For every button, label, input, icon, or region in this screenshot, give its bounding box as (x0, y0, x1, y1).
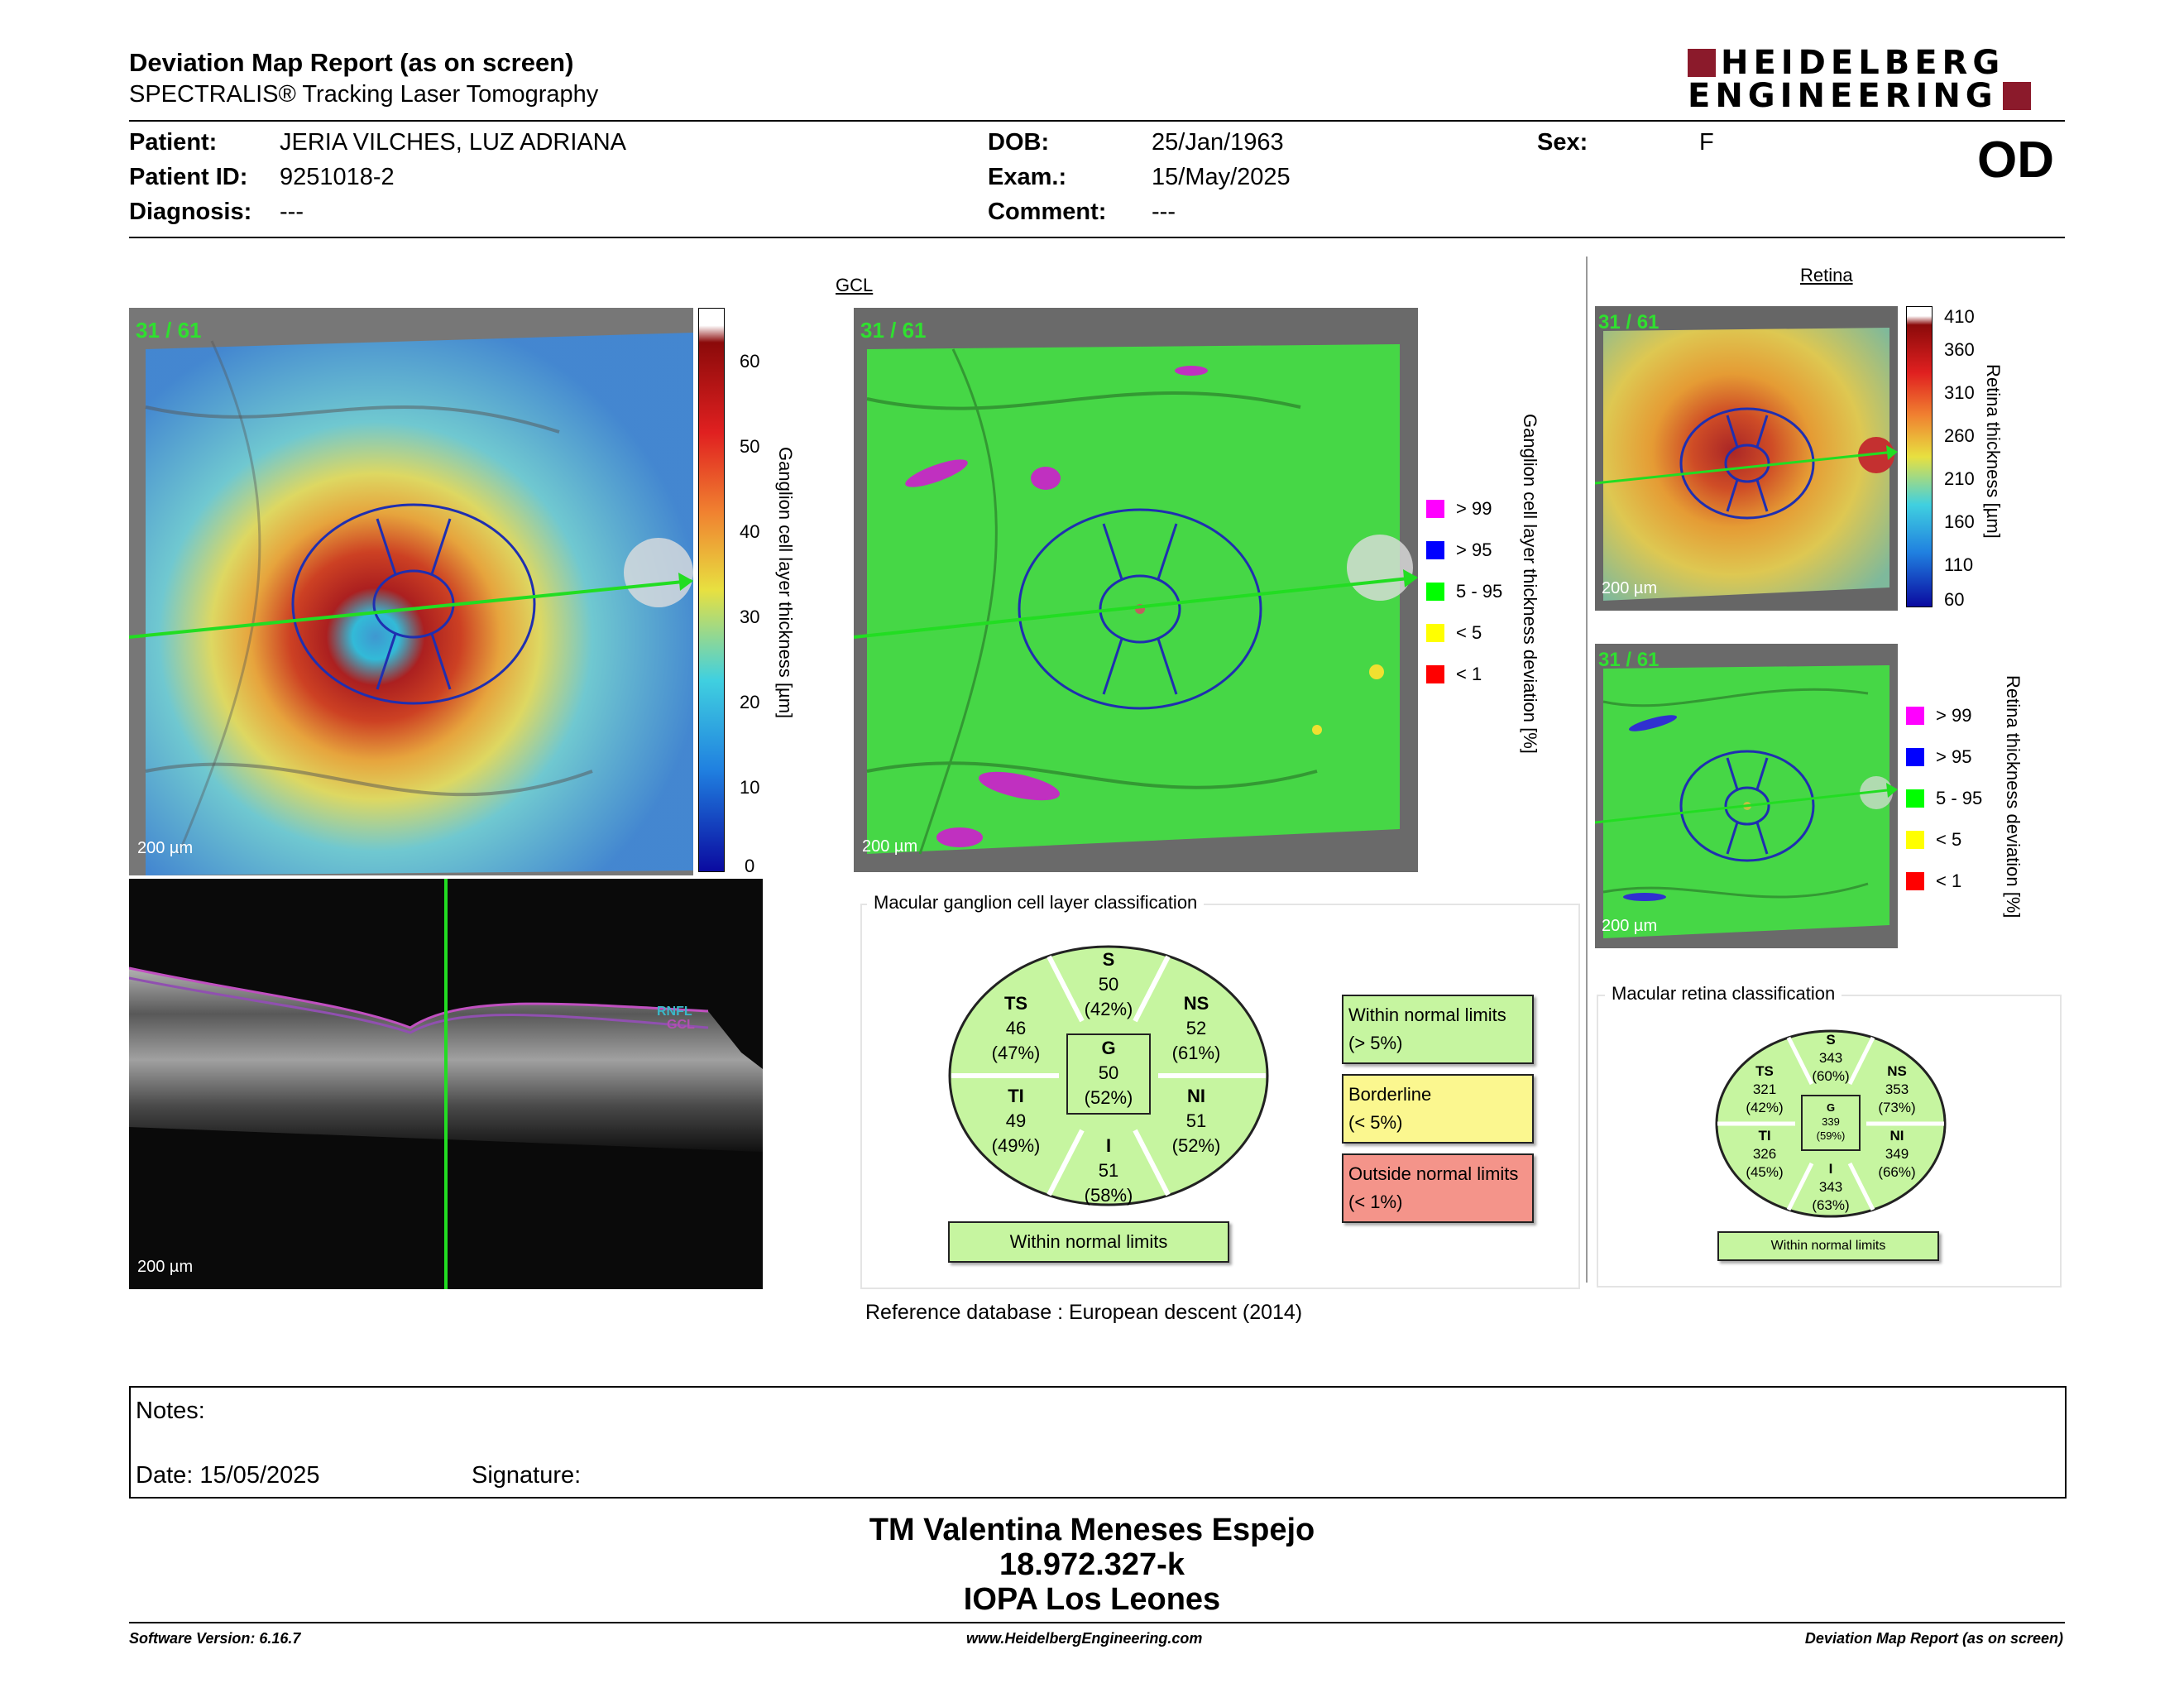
retina-caption: Retina (1800, 265, 1853, 285)
gcl-overall-status: Within normal limits (948, 1221, 1229, 1263)
legend-item: 5 - 95 (1906, 778, 1982, 819)
tick-label: 410 (1944, 306, 1975, 327)
legend-item: > 95 (1426, 530, 1502, 571)
tick-label: 30 (740, 607, 760, 627)
diagnosis-value: --- (280, 199, 304, 225)
tick-label: 60 (1944, 589, 1965, 610)
retina-deviation-legend (1906, 695, 1982, 902)
divider (129, 237, 2065, 238)
exam-label: Exam.: (988, 164, 1067, 190)
scale-bar: 200 µm (137, 1258, 194, 1276)
retina-deviation-axis-label: Retina thickness deviation [%] (2003, 675, 2024, 918)
retina-deviation-map[interactable] (1595, 644, 1898, 948)
report-subtitle: SPECTRALIS® Tracking Laser Tomography (129, 81, 599, 108)
frame-counter: 31 / 61 (136, 318, 202, 343)
reference-database: Reference database : European descent (2014) (865, 1301, 1303, 1324)
gcl-colorbar (698, 308, 725, 872)
legend-swatch (1426, 583, 1444, 601)
tick-label: 20 (740, 692, 760, 712)
gcl-deviation-map[interactable] (854, 308, 1418, 872)
frame-counter: 31 / 61 (1598, 649, 1660, 671)
gcl-sector-g: G 50 (52%) (1084, 1038, 1133, 1108)
oct-bscan[interactable] (129, 879, 763, 1289)
footer-report-title: Deviation Map Report (as on screen) (1804, 1630, 2063, 1647)
dob-label: DOB: (988, 129, 1050, 156)
legend-swatch (1426, 624, 1444, 642)
gcl-deviation-legend (1426, 488, 1502, 695)
eye-indicator: OD (1977, 132, 2054, 189)
tick-label: 160 (1944, 511, 1975, 532)
gcl-thickness-map[interactable] (129, 308, 693, 875)
company-logo: HEIDELBERG ENGINEERING (1688, 46, 2065, 113)
retina-sector-ts: TS 321 (42%) (1746, 1063, 1784, 1115)
gcl-layer-label: GCL (667, 1018, 695, 1032)
scale-bar: 200 µm (137, 839, 194, 857)
legend-item: > 99 (1426, 488, 1502, 530)
retina-classification-title: Macular retina classification (1605, 983, 1842, 1005)
tick-label: 310 (1944, 382, 1975, 403)
divider (129, 1622, 2065, 1623)
tick-label: 110 (1944, 554, 1974, 575)
legend-outside-normal: Outside normal limits (< 1%) (1342, 1153, 1534, 1223)
sex-value: F (1699, 129, 1714, 156)
legend-item: > 95 (1906, 736, 1982, 778)
notes-box[interactable] (129, 1386, 2067, 1499)
scale-bar: 200 µm (862, 837, 918, 856)
tick-label: 50 (740, 436, 760, 457)
retina-sector-g: G 339 (59%) (1816, 1101, 1846, 1142)
legend-swatch (1906, 748, 1924, 766)
scale-bar: 200 µm (1602, 579, 1658, 597)
legend-swatch (1906, 872, 1924, 890)
patient-id-label: Patient ID: (129, 164, 248, 190)
dob-value: 25/Jan/1963 (1152, 129, 1284, 156)
gcl-sector-ni: NI 51 (52%) (1171, 1086, 1221, 1156)
retina-thickness-map[interactable] (1595, 306, 1898, 611)
gcl-sector-s: S 50 (42%) (1084, 949, 1133, 1019)
rnfl-label: RNFL (657, 1005, 692, 1019)
retina-sector-ti: TI 326 (45%) (1746, 1128, 1784, 1180)
company-website[interactable]: www.HeidelbergEngineering.com (966, 1630, 1203, 1647)
legend-swatch (1426, 665, 1444, 683)
retina-sector-i: I 343 (63%) (1812, 1161, 1850, 1213)
patient-id: 9251018-2 (280, 164, 395, 190)
legend-within-normal: Within normal limits (> 5%) (1342, 995, 1534, 1064)
signature-label: Signature: (472, 1462, 582, 1489)
diagnosis-label: Diagnosis: (129, 199, 252, 225)
divider (129, 120, 2065, 122)
legend-item: < 1 (1426, 654, 1502, 695)
legend-item: > 99 (1906, 695, 1982, 736)
legend-item: < 5 (1906, 819, 1982, 861)
retina-sector-s: S 343 (60%) (1812, 1032, 1850, 1084)
comment-label: Comment: (988, 199, 1107, 225)
signer-institution: IOPA Los Leones (963, 1582, 1221, 1617)
tick-label: 360 (1944, 339, 1975, 360)
legend-item: < 1 (1906, 861, 1982, 902)
legend-item: 5 - 95 (1426, 571, 1502, 612)
gcl-axis-label: Ganglion cell layer thickness [µm] (775, 447, 796, 719)
signer-name: TM Valentina Meneses Espejo (869, 1513, 1315, 1547)
legend-swatch (1426, 541, 1444, 559)
tick-label: 40 (740, 521, 760, 542)
retina-overall-status: Within normal limits (1717, 1231, 1939, 1261)
retina-sector-ns: NS 353 (73%) (1878, 1063, 1916, 1115)
frame-counter: 31 / 61 (1598, 311, 1660, 333)
tick-label: 10 (740, 777, 760, 798)
frame-counter: 31 / 61 (860, 318, 927, 343)
gcl-sector-ts: TS 46 (47%) (991, 993, 1041, 1063)
gcl-classification-title: Macular ganglion cell layer classification (867, 892, 1204, 914)
scale-bar: 200 µm (1602, 917, 1658, 935)
exam-date: 15/May/2025 (1152, 164, 1291, 190)
patient-name: JERIA VILCHES, LUZ ADRIANA (280, 129, 627, 156)
patient-label: Patient: (129, 129, 218, 156)
tick-label: 210 (1944, 468, 1975, 489)
legend-swatch (1906, 707, 1924, 725)
signer-id: 18.972.327-k (999, 1547, 1185, 1582)
retina-axis-label: Retina thickness [µm] (1983, 364, 2004, 539)
legend-swatch (1906, 789, 1924, 808)
retina-colorbar (1906, 306, 1933, 607)
gcl-sector-i: I 51 (58%) (1084, 1135, 1133, 1206)
report-title: Deviation Map Report (as on screen) (129, 48, 574, 77)
notes-label: Notes: (136, 1398, 205, 1424)
legend-borderline: Borderline (< 5%) (1342, 1074, 1534, 1144)
comment-value: --- (1152, 199, 1176, 225)
gcl-sector-ti: TI 49 (49%) (991, 1086, 1041, 1156)
gcl-deviation-axis-label: Ganglion cell layer thickness deviation [%] (1520, 414, 1540, 754)
legend-swatch (1426, 500, 1444, 518)
column-separator (1586, 257, 1588, 1283)
gcl-sector-ns: NS 52 (61%) (1171, 993, 1221, 1063)
tick-label: 260 (1944, 425, 1975, 446)
sex-label: Sex: (1537, 129, 1588, 156)
tick-label: 60 (740, 351, 760, 372)
exam-date-note: Date: 15/05/2025 (136, 1462, 320, 1489)
gcl-caption: GCL (836, 275, 874, 295)
retina-sector-ni: NI 349 (66%) (1878, 1128, 1916, 1180)
legend-item: < 5 (1426, 612, 1502, 654)
software-version: Software Version: 6.16.7 (129, 1630, 301, 1647)
legend-swatch (1906, 831, 1924, 849)
tick-label: 0 (745, 856, 755, 876)
